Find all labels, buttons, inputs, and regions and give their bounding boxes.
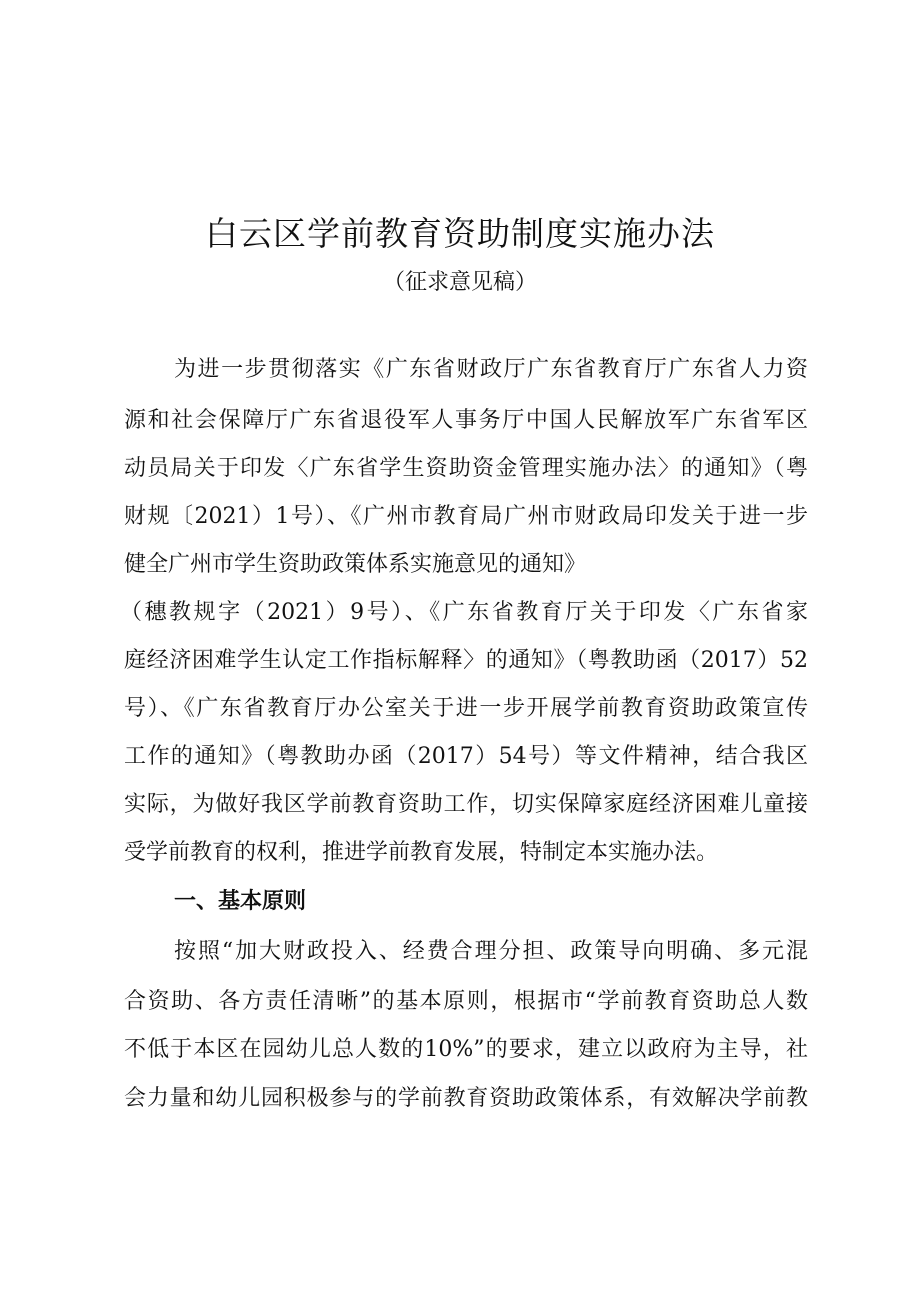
paragraph-line: 合资助、各方责任清晰”的基本原则，根据市“学前教育资助总人数 — [124, 989, 808, 1014]
paragraph-line: 源和社会保障厅广东省退役军人事务厅中国人民解放军广东省军区 — [124, 408, 808, 433]
paragraph-line: 实际，为做好我区学前教育资助工作，切实保障家庭经济困难儿童接 — [124, 792, 808, 817]
paragraph-line: 不低于本区在园幼儿总人数的10%”的要求，建立以政府为主导，社 — [124, 1037, 808, 1062]
paragraph-line: 动员局关于印发〈广东省学生资助资金管理实施办法〉的通知》（粤 — [124, 456, 808, 481]
paragraph-line: 健全广州市学生资助政策体系实施意见的通知》 — [124, 552, 587, 577]
paragraph-line: 受学前教育的权利，推进学前教育发展，特制定本实施办法。 — [124, 840, 719, 865]
paragraph-line: 庭经济困难学生认定工作指标解释〉的通知》（粤教助函（2017）52 — [124, 648, 808, 673]
section-heading-basic-principles: 一、基本原则 — [174, 889, 307, 914]
paragraph-line: 为进一步贯彻落实《广东省财政厅广东省教育厅广东省人力资 — [174, 357, 808, 382]
paragraph-line: 工作的通知》（粤教助办函（2017）54号）等文件精神，结合我区 — [124, 744, 808, 769]
paragraph-line: 按照“加大财政投入、经费合理分担、政策导向明确、多元混 — [174, 939, 808, 964]
document-subtitle: （征求意见稿） — [382, 270, 537, 295]
paragraph-line: 会力量和幼儿园积极参与的学前教育资助政策体系，有效解决学前教 — [124, 1086, 808, 1111]
paragraph-line: （穗教规字（2021）9号）、《广东省教育厅关于印发〈广东省家 — [120, 600, 808, 625]
paragraph-line: 号）、《广东省教育厅办公室关于进一步开展学前教育资助政策宣传 — [124, 696, 808, 721]
document-title: 白云区学前教育资助制度实施办法 — [205, 214, 715, 253]
paragraph-line: 财规〔2021）1号）、《广州市教育局广州市财政局印发关于进一步 — [124, 504, 808, 529]
